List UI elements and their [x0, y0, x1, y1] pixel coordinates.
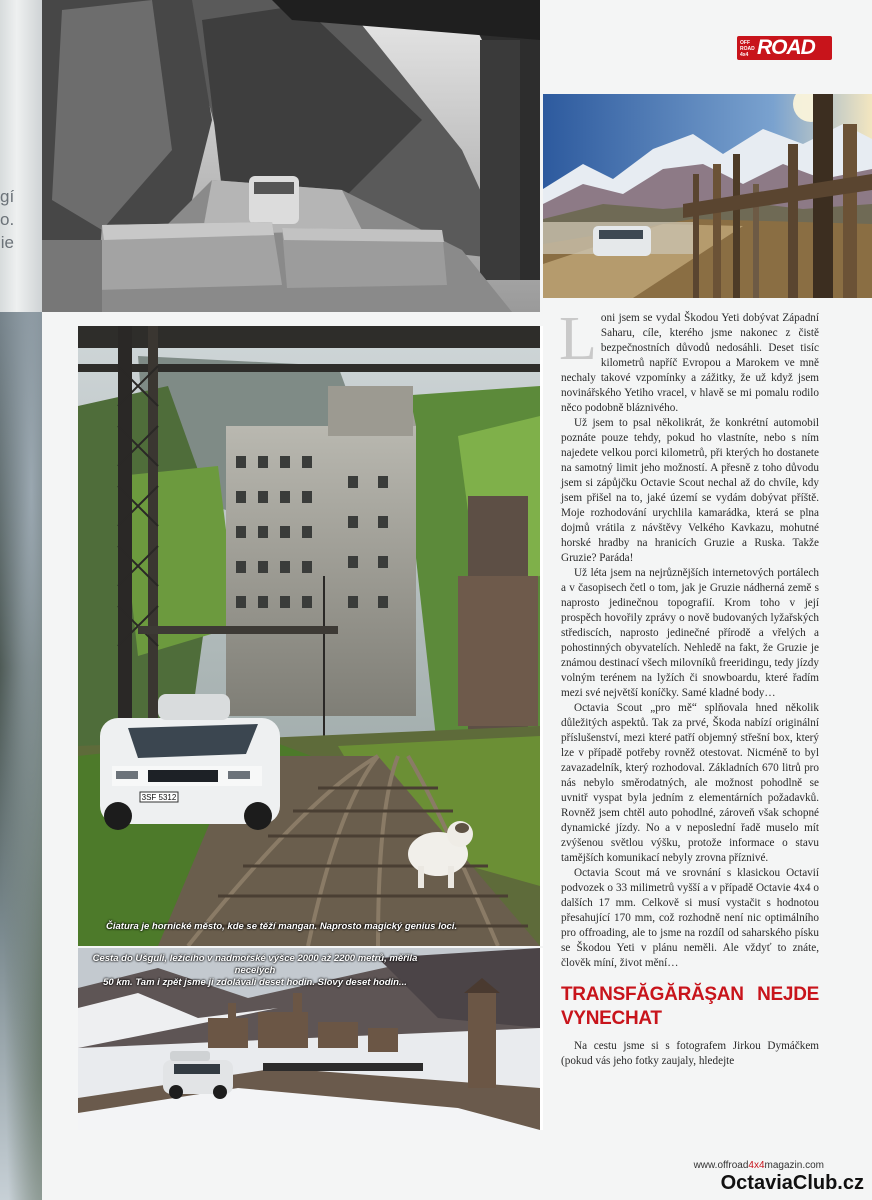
section-subheading: TRANSFĂGĂRĂŞAN NEJDE VYNECHAT [561, 984, 819, 1029]
drop-cap: L [559, 305, 597, 373]
article-paragraph-6: Na cestu jsme si s fotografem Jirkou Dymáčkem (pokud vás jeho fotky zaujaly, hledejte [561, 1040, 819, 1067]
site-watermark: OctaviaClub.cz [720, 1172, 864, 1194]
article-body [559, 305, 819, 1069]
article-paragraph-3: Už léta jsem na nejrůznějších internetových portálech a v časopisech četl o tom, jak je Gruzie nádherná země s naprosto jedinečnou topografií. Krom toho v její prospěch hovořily zprávy o nově budovaných lyžařských střediscích, naprosto jedinečné přírodě a vřelých a pohostinných obyvatelích. Nehledě na fakt, že Gruzie je známou destinací všech milovníků freeridingu, tedy jízdy volným terénem na lyžích či snowboardu, které řadím mezi své největší koníčky. Samé kladné body… [561, 567, 819, 699]
chiatura-factory-photo [78, 326, 543, 946]
magazine-url[interactable] [694, 1160, 824, 1171]
bottom-caption-line-1: Cesta do Ušguli, ležícího v nadmořské výšce 2000 až 2200 metrů, měřila necelých [92, 953, 418, 976]
bottom-caption-line-2: 50 km. Tam i zpět jsme ji zdolávali deset hodin. Slovy deset hodin... [103, 977, 407, 988]
url-prefix: www.offroad [693, 1160, 749, 1171]
url-suffix: magazin.com [764, 1160, 824, 1171]
article-paragraph-1 [559, 305, 819, 416]
offroad-magazine-logo [737, 36, 832, 60]
article-paragraph-2: Už jsem to psal několikrát, že konkrétní automobil poznáte pouze tehdy, pokud ho vlastníte, nebo s ním najedete velkou porci kilometrů, při kterých ho dostanete na samotný limit jeho možností. A přesně z toho důvodu jsem si zápůjčku Octavie Scout nechal až do chvíle, kdy jsem přišel na to, jaké území se vydám dobývat příště. Moje rozhodování urychlila kamarádka, která se plna dojmů vrátila z návštěvy Velkého Kavkazu, mohutné horské hradby na hranicích Gruzie a Ruska. Takže Gruzie? Paráda! [561, 417, 819, 564]
article-paragraph-5: Octavia Scout má ve srovnání s klasickou Octavií podvozek o 33 milimetrů vyšší a v případě Octavie 4x4 o dalších 17 mm. Celkově si musí vystačit s hodnotou přesahující 170 mm, což rozhodně není nic optimálního pro offroading, ale to jsme na rozdíl od saharského písku se Škodou Yeti v plánu neměli. Ale vždyť to znáte, člověk míní, život mění… [561, 867, 819, 969]
logo-big-text: ROAD [757, 36, 815, 59]
url-accent: 4x4 [748, 1160, 765, 1171]
logo-small-text: OFF ROAD 4x4 [740, 40, 755, 58]
main-photo-caption: Čiatura je hornické město, kde se těží mangan. Naprosto magický genius loci. [106, 921, 458, 932]
bottom-photo-caption [90, 953, 420, 989]
license-plate: 3SF 5312 [141, 793, 177, 802]
mountain-road-photo [42, 0, 540, 312]
article-paragraph-1-text: oni jsem se vydal Škodou Yeti dobývat Západní Saharu, cíle, kterého jsme nakonec z čistě bezpečnostních důvodů nedosáhli. Deset tisíc kilometrů napříč Evropou a Marokem ve mně nechaly takové vzpomínky a zážitky, že už když jsem novinářského Yetiho vracel, v hlavě se mi pomalu rodilo něco podobně bláznivého. [561, 312, 819, 414]
article-paragraph-4: Octavia Scout „pro mě“ splňovala hned několik důležitých aspektů. Tak za prvé, Škoda nabízí originální příslušenství, mezi které patří objemný střešní box, který lze v případě potřeby rovněž otestovat. Nicméně to byl zavazadelník, který rozhodoval. Základních 670 litrů pro nás nebylo směrodatných, ale možnost pohodlně se uvnitř vyspat byla jedním z elementárních požadavků. Rovněž jsem chtěl auto pohodlné, zároveň však schopné dynamické jízdy. No a v neposlední řadě muselo mít zvýšenou světlou výšku, protože informace o stavu tamějších komunikací nebyly zrovna příznivé. [561, 702, 819, 864]
caucasus-mountains-photo [543, 94, 872, 298]
previous-page-fragment: gí o. ie [0, 187, 14, 252]
